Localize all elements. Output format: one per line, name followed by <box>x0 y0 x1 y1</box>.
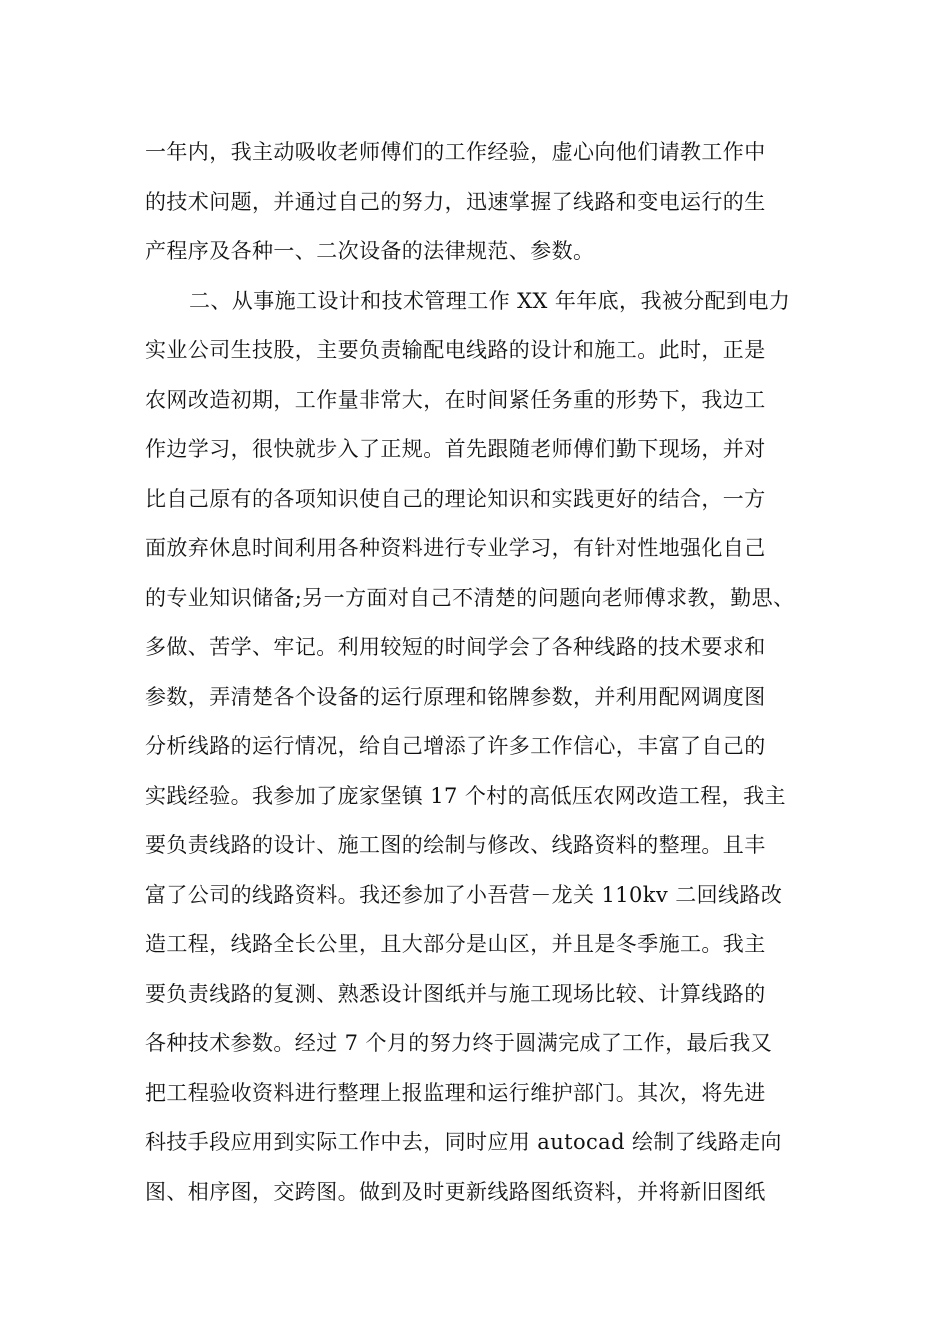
text-line: 农网改造初期，工作量非常大，在时间紧任务重的形势下，我边工 <box>145 387 766 412</box>
text-line: 面放弃休息时间利用各种资料进行专业学习，有针对性地强化自己 <box>145 536 766 560</box>
text-line: 参数，弄清楚各个设备的运行原理和铭牌参数，并利用配网调度图 <box>145 684 766 709</box>
text-line: 要负责线路的设计、施工图的绘制与修改、线路资料的整理。且丰 <box>145 833 766 857</box>
text-line: 产程序及各种一、二次设备的法律规范、参数。 <box>145 239 595 263</box>
text-line: 实践经验。我参加了庞家堡镇 17 个村的高低压农网改造工程，我主 <box>145 783 786 808</box>
text-line: 二、从事施工设计和技术管理工作 XX 年年底，我被分配到电力 <box>189 288 791 313</box>
text-line: 比自己原有的各项知识使自己的理论知识和实践更好的结合，一方 <box>145 486 766 511</box>
text-line: 富了公司的线路资料。我还参加了小吾营－龙关 110kv 二回线路改 <box>145 882 783 907</box>
text-line: 的专业知识储备;另一方面对自己不清楚的问题向老师傅求教，勤思、 <box>145 585 795 610</box>
text-line: 图、相序图，交跨图。做到及时更新线路图纸资料，并将新旧图纸 <box>145 1179 766 1204</box>
text-line: 科技手段应用到实际工作中去，同时应用 autocad 绘制了线路走向 <box>145 1130 782 1154</box>
text-line: 各种技术参数。经过 7 个月的努力终于圆满完成了工作，最后我又 <box>145 1031 773 1055</box>
text-line: 作边学习，很快就步入了正规。首先跟随老师傅们勤下现场，并对 <box>145 437 766 461</box>
text-line: 分析线路的运行情况，给自己增添了许多工作信心，丰富了自己的 <box>145 734 766 758</box>
text-line: 造工程，线路全长公里，且大部分是山区，并且是冬季施工。我主 <box>145 932 766 956</box>
text-line: 多做、苦学、牢记。利用较短的时间学会了各种线路的技术要求和 <box>145 635 766 659</box>
text-line: 把工程验收资料进行整理上报监理和运行维护部门。其次，将先进 <box>145 1080 766 1105</box>
text-line: 要负责线路的复测、熟悉设计图纸并与施工现场比较、计算线路的 <box>145 981 766 1006</box>
body-text <box>145 128 815 1217</box>
text-line: 实业公司生技股，主要负责输配电线路的设计和施工。此时，正是 <box>145 338 766 362</box>
text-line: 的技术问题，并通过自己的努力，迅速掌握了线路和变电运行的生 <box>145 189 766 214</box>
text-line: 一年内，我主动吸收老师傅们的工作经验，虚心向他们请教工作中 <box>145 140 766 164</box>
